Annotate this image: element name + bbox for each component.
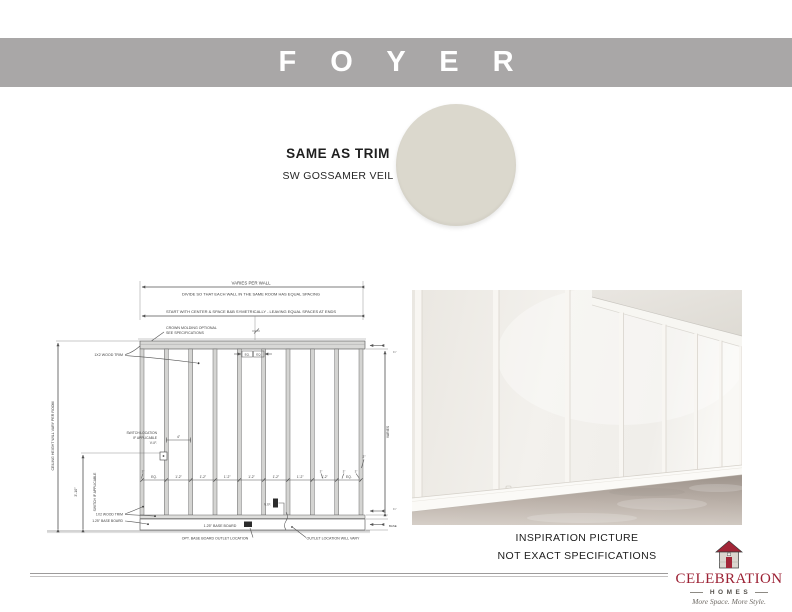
switch-location-line2: IF APPLICABLE [133,436,157,440]
eq-label: EQ. [244,352,250,357]
dim-1-2: 1'-2" [296,474,304,479]
title-bar [0,38,792,87]
dim-3in: 3" [342,469,346,474]
opt-outlet-note: OPT. BASE BOARD OUTLET LOCATION [181,536,249,541]
dim-3in: 3" [319,469,323,474]
right-varies-dimension [366,346,397,531]
switch-if-applicable-note: SWITCH IF APPLICABLE [93,472,97,512]
page-title: F O Y E R [278,46,527,78]
footer-divider [30,573,668,577]
spacing-dimension-row [141,455,366,482]
ceiling-height-note: CEILING HEIGHT WILL VARY PER ROOM [51,401,55,471]
dim-4in: 4" [176,434,181,439]
dim-3in: 3" [354,469,358,474]
inspiration-photo [412,290,742,525]
dim-1-2: 1'-2" [321,474,328,479]
dim-1-2: 1'-2" [175,474,182,479]
outlet-varies-note: OUTLET LOCATION WILL VARY [306,536,360,541]
outlet-symbol [244,522,252,528]
dim-1-2: 1'-2" [272,474,280,479]
dim-1-2: 1'-2" [199,474,207,479]
eq-label: EQ. [346,474,352,479]
crown-label-line2: SEE SPECIFICATIONS [166,331,204,335]
eq-label: EQ. [151,474,157,479]
wood-trim-label: 1X2 WOOD TRIM [95,512,123,517]
switch-height-value: 3'-10" [74,487,78,497]
logo-division: HOMES [709,589,752,596]
dim-varies-per-wall: VARIES PER WALL [231,280,271,286]
dim-three-quarter: ¾" [393,507,397,511]
caption-not-exact: NOT EXACT SPECIFICATIONS [497,550,657,562]
varies-label: VARIES [386,425,390,439]
baseboard-label: 1.25" BASE BOARD [92,519,123,523]
switch-location-vif: V.I.F. [149,441,157,445]
logo-homes-row [690,589,768,596]
note-divide-equal-spacing: DIVIDE SO THAT EACH WALL IN THE SAME ROOM HAS EQUAL SPACING [181,291,321,297]
vif-label: V.I.F. [264,502,271,507]
base-label: BASE [389,524,397,528]
vif-outlet-callout [264,499,284,516]
dim-three-quarter: ¾" [393,350,397,354]
logo-tagline: More Space. More Style. [692,597,766,606]
builder-logo [666,540,792,606]
logo-brand-name: CELEBRATION [675,571,783,587]
crown-label-line1: CROWN MOLDING OPTIONAL [166,326,217,330]
house-icon [714,540,744,570]
switch-location-callout [126,431,190,460]
dim-3in: 3" [141,469,145,474]
dim-1-2: 1'-2" [248,474,255,479]
switch-location-line1: SWITCH LOCATION [126,431,157,435]
logo-right-dash [755,592,768,593]
trim-elevation-drawing [30,268,405,560]
logo-left-dash [690,592,703,593]
eq-label: EQ. [256,352,262,357]
paint-color-name: SW GOSSAMER VEIL [282,170,394,182]
dim-2in: 2" [362,455,366,459]
note-start-with-center: START WITH CENTER & SPACE B&B SYMETRICALLY - LEAVING EQUAL SPACES AT ENDS [165,309,337,314]
wood-trim-label: 1X2 WOOD TRIM [94,353,123,357]
paint-swatch-circle [396,104,516,226]
paint-note-label: SAME AS TRIM [286,146,390,161]
caption-inspiration: INSPIRATION PICTURE [515,532,639,544]
battens [140,349,363,515]
baseboard-size-label: 1.25" BASE BOARD [203,524,237,528]
dim-1-2: 1'-2" [223,474,231,479]
